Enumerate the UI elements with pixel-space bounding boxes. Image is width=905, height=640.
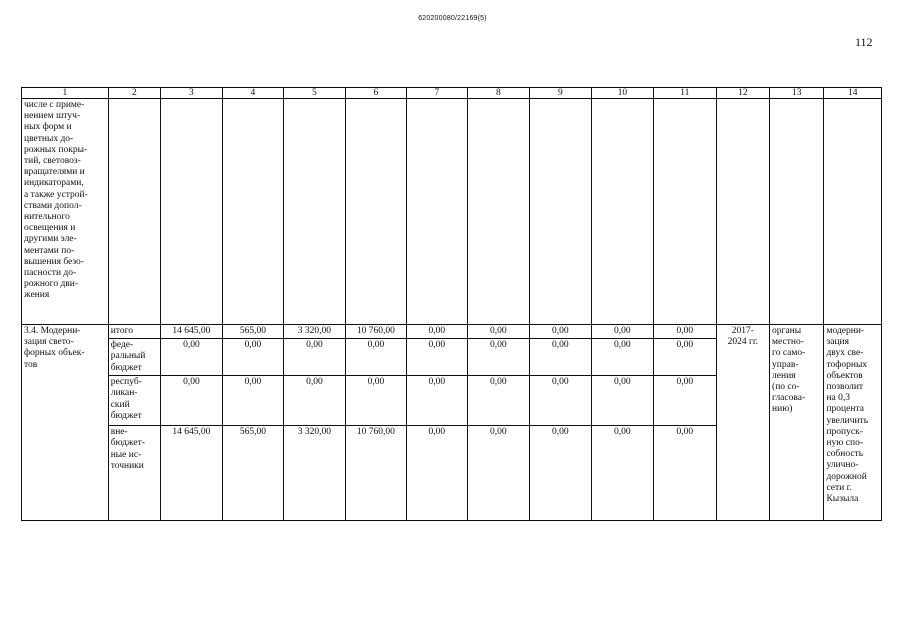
value-cell: 0,00 [284,376,346,426]
value-cell: 0,00 [530,325,592,339]
column-header: 9 [530,88,592,99]
empty-cell [161,99,223,325]
value-cell: 14 645,00 [161,426,223,521]
empty-cell [654,99,717,325]
page-number: 112 [855,35,873,49]
continuation-text: числе с приме- нением штуч- ных форм и цветных до- рожных покры- тий, световоз- вращателями и индикаторами, а также устрой- ствами допол- нительного освещения и другими эле- ментами по- вышения безо- пасности до- рожного дви- жения [22,99,109,325]
column-header: 1 [22,88,109,99]
value-cell: 0,00 [161,376,223,426]
value-cell: 0,00 [591,426,654,521]
measure-name: 3.4. Модерни- зация свето- форных объек- тов [22,325,109,521]
value-cell: 10 760,00 [345,325,407,339]
funding-source: итого [108,325,160,339]
column-header: 6 [345,88,407,99]
continuation-row [22,99,882,325]
value-cell: 0,00 [530,426,592,521]
value-cell: 0,00 [654,376,717,426]
value-cell: 0,00 [654,339,717,376]
column-header: 2 [108,88,160,99]
value-cell: 0,00 [284,339,346,376]
value-cell: 0,00 [530,339,592,376]
value-cell: 3 320,00 [284,426,346,521]
empty-cell [108,99,160,325]
column-header: 10 [591,88,654,99]
empty-cell [222,99,284,325]
value-cell: 0,00 [161,339,223,376]
column-header-row [22,88,882,99]
table-row-total [22,325,882,339]
funding-source: вне- бюджет- ные ис- точники [108,426,160,521]
column-header: 14 [824,88,882,99]
value-cell: 14 645,00 [161,325,223,339]
funding-source: феде- ральный бюджет [108,339,160,376]
column-header: 4 [222,88,284,99]
value-cell: 0,00 [591,325,654,339]
column-header: 13 [770,88,824,99]
document-number: 620200080/22169(5) [418,15,487,22]
value-cell: 0,00 [407,376,467,426]
value-cell: 0,00 [407,325,467,339]
empty-cell [591,99,654,325]
value-cell: 0,00 [467,325,530,339]
value-cell: 0,00 [654,325,717,339]
column-header: 7 [407,88,467,99]
value-cell: 0,00 [345,339,407,376]
column-header: 12 [716,88,769,99]
value-cell: 0,00 [222,339,284,376]
value-cell: 0,00 [407,339,467,376]
value-cell: 565,00 [222,426,284,521]
empty-cell [716,99,769,325]
implementation-period: 2017- 2024 гг. [716,325,769,521]
value-cell: 0,00 [407,426,467,521]
funding-source: респуб- ликан- ский бюджет [108,376,160,426]
value-cell: 3 320,00 [284,325,346,339]
empty-cell [345,99,407,325]
column-header: 5 [284,88,346,99]
executor: органы местно- го само- управ- ления (по со- гласова- нию) [770,325,824,521]
program-table [21,87,882,521]
empty-cell [407,99,467,325]
empty-cell [770,99,824,325]
column-header: 11 [654,88,717,99]
empty-cell [284,99,346,325]
value-cell: 0,00 [222,376,284,426]
column-header: 3 [161,88,223,99]
value-cell: 0,00 [467,426,530,521]
value-cell: 0,00 [530,376,592,426]
value-cell: 0,00 [467,376,530,426]
empty-cell [530,99,592,325]
value-cell: 0,00 [654,426,717,521]
empty-cell [824,99,882,325]
value-cell: 0,00 [591,376,654,426]
column-header: 8 [467,88,530,99]
expected-result: модерни- зация двух све- тофорных объектов позволит на 0,3 процента увеличить пропуск- ную спо- собность улично- дорожной сети г. Кызыла [824,325,882,521]
empty-cell [467,99,530,325]
value-cell: 0,00 [591,339,654,376]
value-cell: 0,00 [467,339,530,376]
value-cell: 565,00 [222,325,284,339]
value-cell: 10 760,00 [345,426,407,521]
value-cell: 0,00 [345,376,407,426]
